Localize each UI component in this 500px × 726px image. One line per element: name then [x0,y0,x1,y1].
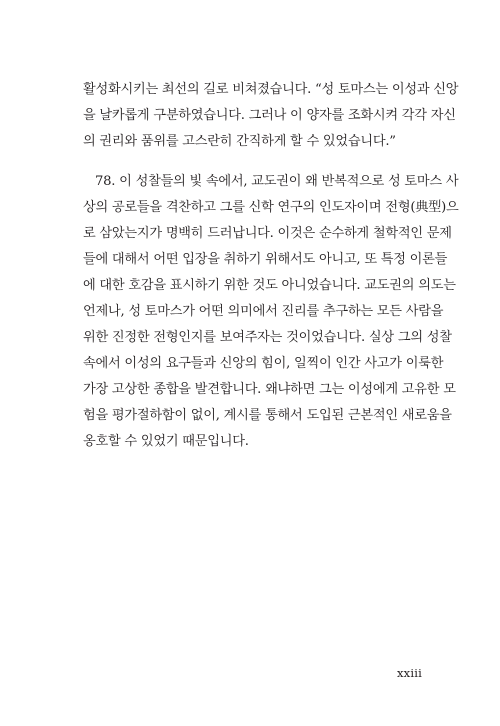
text-line: 로 삼았는지가 명백히 드러납니다. 이것은 순수하게 철학적인 문제 [83,226,452,241]
text-line: 속에서 이성의 요구들과 신앙의 힘이, 일찍이 인간 사고가 이룩한 [83,356,444,371]
text-line: 가장 고상한 종합을 발견합니다. 왜냐하면 그는 이성에게 고유한 모 [83,382,456,397]
text-line: 상의 공로들을 격찬하고 그를 신학 연구의 인도자이며 전형(典型)으 [83,200,459,215]
text-line: 험을 평가절하함이 없이, 계시를 통해서 도입된 근본적인 새로움을 [83,408,452,423]
text-line: 들에 대해서 어떤 입장을 취하기 위해서도 아니고, 또 특정 이론들 [83,252,448,267]
paragraph-continued [83,77,459,155]
text-line: 언제나, 성 토마스가 어떤 의미에서 진리를 추구하는 모든 사람을 [83,304,444,319]
text-line: 옹호할 수 있었기 때문입니다. [83,434,249,449]
text-line: 을 날카롭게 구분하였습니다. 그러나 이 양자를 조화시켜 각각 자신 [83,108,456,123]
page-number: xxiii [396,666,422,680]
text-line: 위한 진정한 전형인지를 보여주자는 것이었습니다. 실상 그의 성찰 [83,330,452,345]
text-line: 78. 이 성찰들의 빛 속에서, 교도권이 왜 반복적으로 성 토마스 사 [95,174,459,189]
text-line: 의 권리와 품위를 고스란히 간직하게 할 수 있었습니다.” [83,134,396,149]
text-line: 활성화시키는 최선의 길로 비쳐졌습니다. “성 토마스는 이성과 신앙 [83,82,459,97]
paragraph-78 [83,169,459,455]
text-line: 에 대한 호감을 표시하기 위한 것도 아니었습니다. 교도권의 의도는 [83,278,456,293]
